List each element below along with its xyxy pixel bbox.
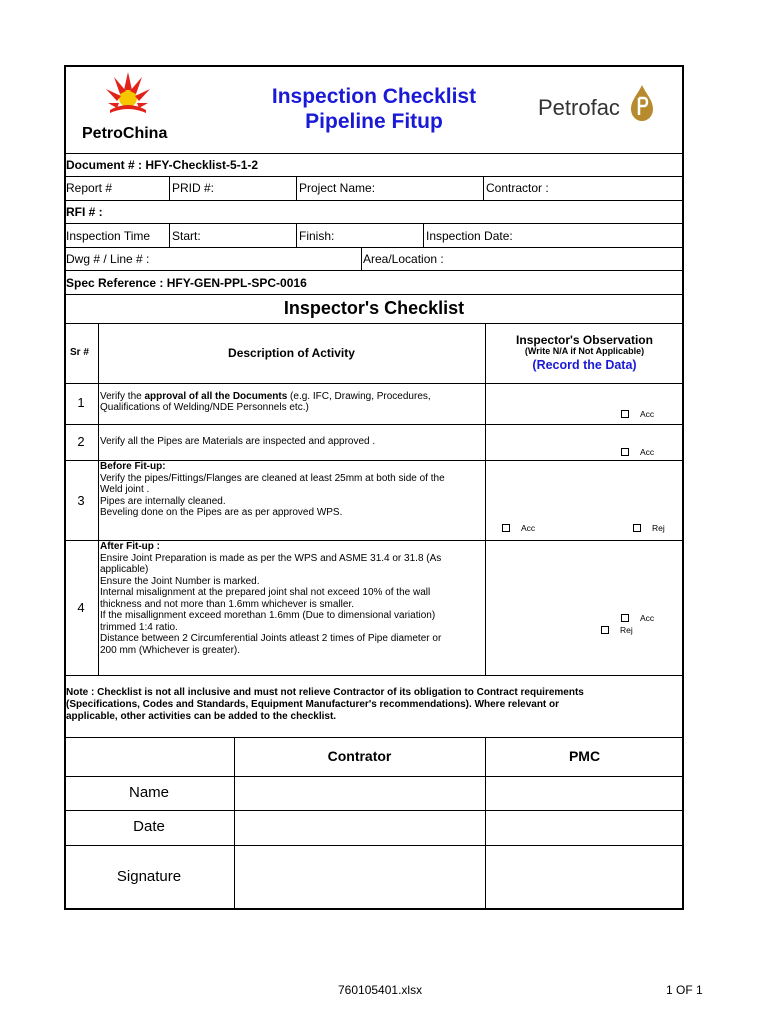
- col-header-description: Description of Activity: [228, 346, 355, 360]
- divider: [64, 424, 684, 425]
- inspection-date-label: Inspection Date:: [426, 229, 513, 243]
- divider: [64, 176, 684, 177]
- divider: [64, 383, 684, 384]
- item-description-line: Verify the pipes/Fittings/Flanges are cleaned at least 25mm at both side of the: [100, 472, 445, 484]
- dwg-line-label: Dwg # / Line # :: [66, 252, 150, 266]
- area-location-label: Area/Location :: [363, 252, 444, 266]
- row-label-name: Name: [128, 784, 169, 801]
- acc-checkbox[interactable]: [502, 524, 510, 532]
- item-description-line: Pipes are internally cleaned.: [100, 495, 226, 507]
- divider: [64, 200, 684, 201]
- item-description: Verify all the Pipes are Materials are inspected and approved .: [100, 436, 376, 447]
- acc-label: Acc: [521, 523, 536, 533]
- divider: [169, 176, 170, 200]
- contractor-label: Contractor :: [486, 181, 549, 195]
- rej-label: Rej: [620, 625, 633, 635]
- item-number: 1: [77, 395, 85, 410]
- item-description: Verify the approval of all the Documents (e.g. IFC, Drawing, Procedures,: [100, 391, 431, 402]
- item-heading: Before Fit-up:: [100, 461, 166, 472]
- item-number: 4: [77, 600, 85, 615]
- item-description-line: If the misallignment exceed morethan 1.6mm (Due to dimensional variation): [100, 610, 436, 621]
- page-subtitle: Pipeline Fitup: [305, 110, 443, 133]
- petrochina-wordmark: PetroChina: [82, 125, 168, 142]
- item-description-line: applicable): [100, 564, 149, 575]
- item-description-line: thickness and not more than 1.6mm whichever is smaller.: [100, 598, 354, 610]
- divider: [423, 223, 424, 247]
- rej-checkbox[interactable]: [601, 626, 609, 634]
- rej-checkbox[interactable]: [633, 524, 641, 532]
- col-header-contractor: Contrator: [327, 748, 392, 764]
- note-text: Note : Checklist is not all inclusive and must not relieve Contractor of its obligation to Contract requirements: [66, 687, 584, 698]
- item-description-line: Weld joint .: [100, 484, 150, 495]
- divider: [64, 270, 684, 271]
- col-header-observation-note: (Write N/A if Not Applicable): [524, 346, 645, 356]
- item-heading: After Fit-up :: [100, 541, 160, 552]
- col-header-pmc: PMC: [568, 748, 601, 764]
- finish-label: Finish:: [299, 229, 335, 243]
- col-header-record: (Record the Data): [532, 358, 637, 372]
- item-description-line: Beveling done on the Pipes are as per approved WPS.: [100, 507, 343, 518]
- divider: [64, 223, 684, 224]
- checklist-heading: Inspector's Checklist: [283, 298, 465, 318]
- acc-label: Acc: [640, 447, 655, 457]
- item-number: 3: [77, 493, 85, 508]
- item-description-line: Distance between 2 Circumferential Joints atleast 2 times of Pipe diameter or: [100, 633, 442, 644]
- document-number: Document # : HFY-Checklist-5-1-2: [66, 158, 259, 172]
- divider: [64, 247, 684, 248]
- item-description-line: trimmed 1:4 ratio.: [100, 621, 178, 633]
- divider: [64, 810, 684, 811]
- divider: [98, 323, 99, 675]
- prid-label: PRID #:: [172, 181, 215, 195]
- row-label-signature: Signature: [116, 868, 182, 885]
- rej-label: Rej: [652, 523, 665, 533]
- footer-filename: 760105401.xlsx: [338, 983, 423, 997]
- divider: [361, 247, 362, 270]
- note-text: applicable, other activities can be added to the checklist.: [66, 711, 337, 722]
- divider: [64, 845, 684, 846]
- petrofac-drop-icon: [628, 84, 656, 122]
- divider: [64, 294, 684, 295]
- item-description-line: Qualifications of Welding/NDE Personnels etc.): [100, 402, 309, 413]
- divider: [64, 776, 684, 777]
- row-label-date: Date: [133, 818, 165, 835]
- col-header-observation: Inspector's Observation: [516, 333, 653, 347]
- item-description-line: Internal misalignment at the prepared joint shal not exceed 10% of the wall: [100, 587, 431, 598]
- petrochina-emblem-icon: [104, 70, 152, 116]
- item-number: 2: [77, 434, 85, 449]
- project-name-label: Project Name:: [299, 181, 376, 195]
- spec-reference: Spec Reference : HFY-GEN-PPL-SPC-0016: [66, 276, 307, 290]
- divider: [64, 323, 684, 324]
- acc-checkbox[interactable]: [621, 448, 629, 456]
- inspection-time-label: Inspection Time: [66, 229, 151, 243]
- petrofac-wordmark: Petrofac: [538, 95, 620, 120]
- footer-page-number: 1 OF 1: [666, 983, 703, 997]
- divider: [485, 323, 486, 675]
- divider: [169, 223, 170, 247]
- divider: [296, 176, 297, 200]
- petrofac-logo: [628, 84, 656, 122]
- acc-checkbox[interactable]: [621, 410, 629, 418]
- rfi-label: RFI # :: [66, 205, 103, 219]
- report-number-label: Report #: [66, 181, 113, 195]
- page-title: Inspection Checklist: [271, 85, 477, 108]
- petrochina-logo: [104, 70, 152, 116]
- divider: [483, 176, 484, 200]
- item-description-line: Ensire Joint Preparation is made as per the WPS and ASME 31.4 or 31.8 (As: [100, 552, 442, 564]
- divider: [64, 675, 684, 676]
- acc-label: Acc: [640, 613, 655, 623]
- note-text: (Specifications, Codes and Standards, Equipment Manufacturer's recommendations). Where relevant or: [66, 699, 560, 710]
- col-header-sr: Sr #: [70, 347, 89, 358]
- item-description-line: 200 mm (Whichever is greater).: [100, 644, 241, 656]
- acc-checkbox[interactable]: [621, 614, 629, 622]
- divider: [64, 153, 684, 154]
- start-label: Start:: [172, 229, 201, 243]
- divider: [296, 223, 297, 247]
- acc-label: Acc: [640, 409, 655, 419]
- item-description-line: Ensure the Joint Number is marked.: [100, 575, 260, 587]
- divider: [64, 737, 684, 738]
